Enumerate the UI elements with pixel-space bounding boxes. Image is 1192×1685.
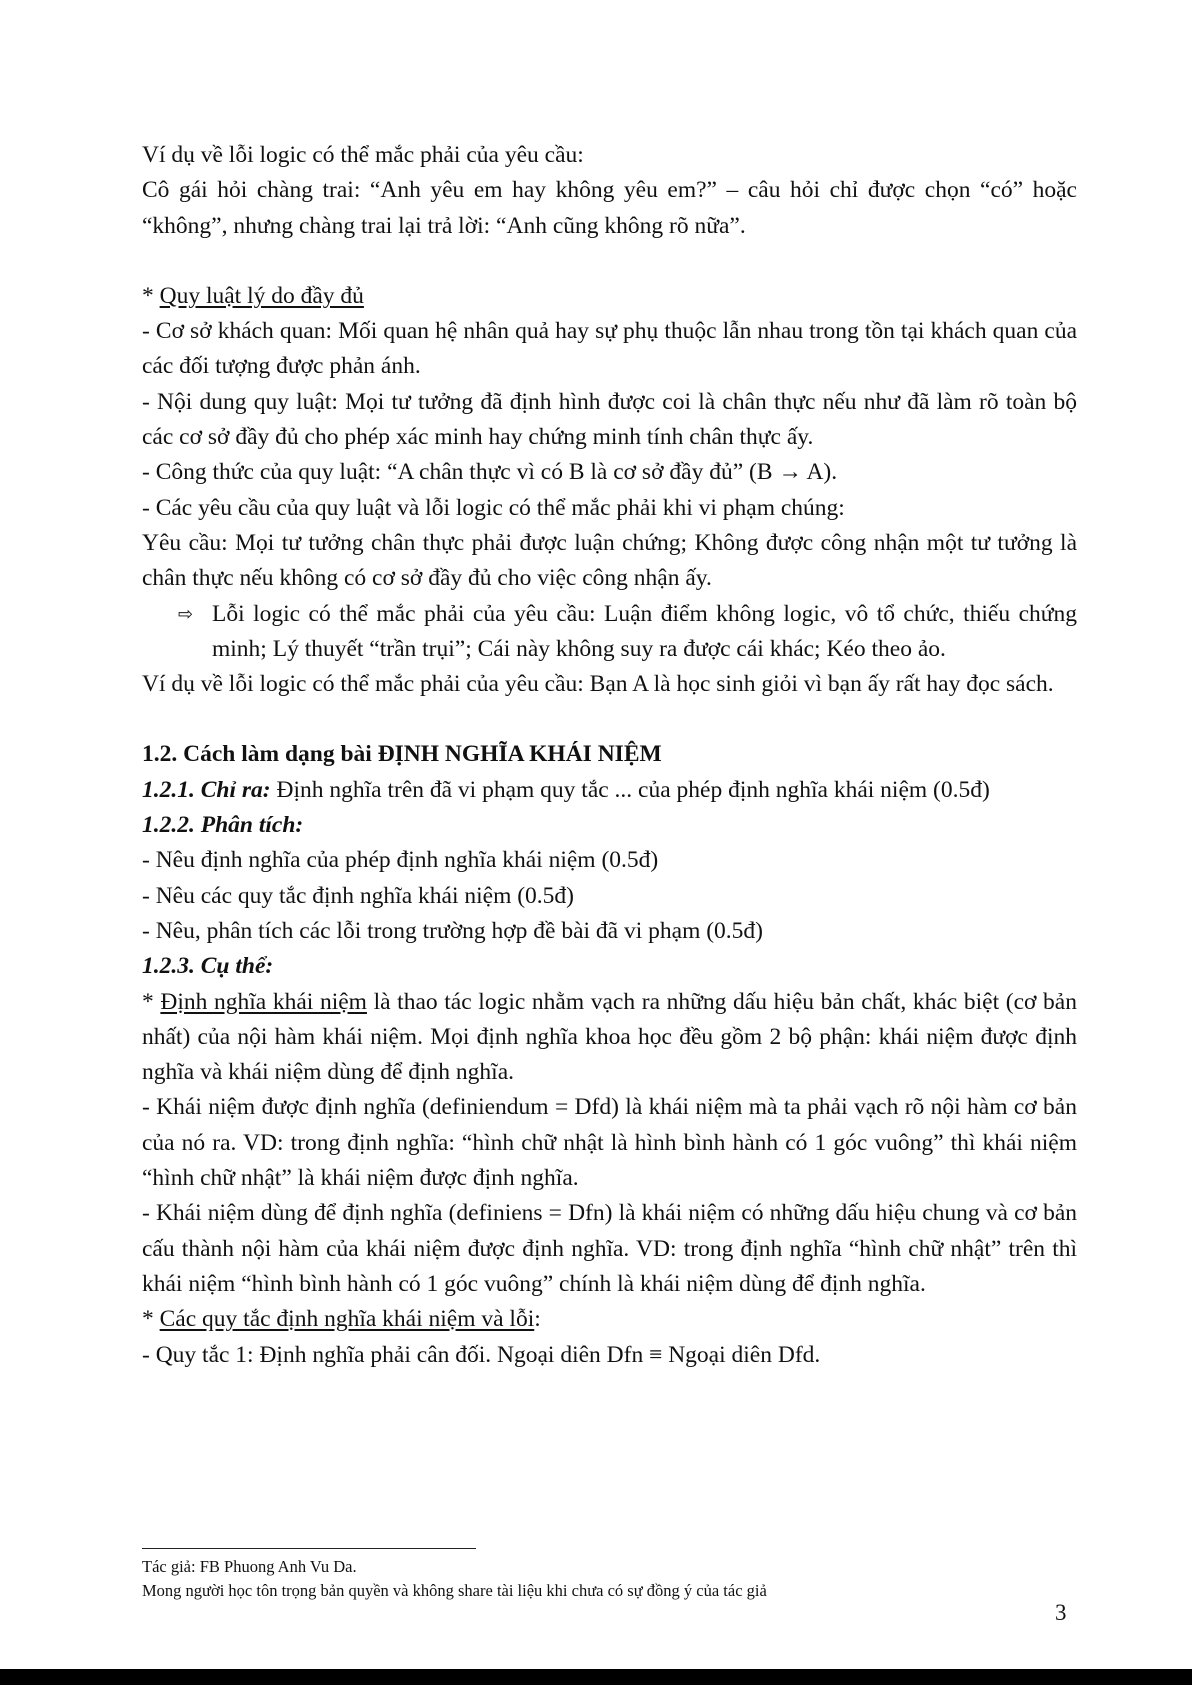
law-title-text: Quy luật lý do đầy đủ	[159, 282, 364, 309]
footnotes	[142, 1555, 767, 1603]
definition-paragraph: * Định nghĩa khái niệm là thao tác logic nhằm vạch ra những dấu hiệu bản chất, khác biệt (cơ bản nhất) của nội hàm khái niệm. Mọi định nghĩa khoa học đều gồm 2 bộ phận: khái niệm được định nghĩa và khái niệm dùng để định nghĩa.	[142, 988, 1077, 1086]
section-heading: 1.2. Cách làm dạng bài ĐỊNH NGHĨA KHÁI NIỆM	[142, 741, 662, 768]
rule-1: - Quy tắc 1: Định nghĩa phải cân đối. Ngoại diên Dfn ≡ Ngoại diên Dfd.	[142, 1341, 821, 1368]
subsection-text: Định nghĩa trên đã vi phạm quy tắc ... của phép định nghĩa khái niệm (0.5đ)	[270, 776, 990, 803]
law-requirements: - Các yêu cầu của quy luật và lỗi logic có thể mắc phải khi vi phạm chúng:	[142, 494, 845, 521]
page-number: 3	[1055, 1600, 1067, 1625]
arrow-right-icon: ⇨	[178, 603, 194, 625]
law-content: - Nội dung quy luật: Mọi tư tưởng đã định hình được coi là chân thực nếu như đã làm rõ toàn bộ các cơ sở đầy đủ cho phép xác minh hay chứng minh tính chân thực ấy.	[142, 388, 1077, 451]
rules-title: * Các quy tắc định nghĩa khái niệm và lỗi:	[142, 1306, 541, 1333]
subsection-1-2-1	[142, 773, 1077, 808]
rules-title-text: Các quy tắc định nghĩa khái niệm và lỗi	[159, 1306, 535, 1333]
footnote-author: Tác giả: FB Phuong Anh Vu Da.	[142, 1557, 357, 1576]
bottom-bar	[0, 1669, 1192, 1685]
footnote-notice: Mong người học tôn trọng bản quyền và không share tài liệu khi chưa có sự đồng ý của tác giả	[142, 1581, 767, 1600]
example-error: Ví dụ về lỗi logic có thể mắc phải của yêu cầu: Bạn A là học sinh giỏi vì bạn ấy rất hay đọc sách.	[142, 671, 1054, 698]
law-title: * Quy luật lý do đầy đủ	[142, 282, 364, 309]
definiens-paragraph: - Khái niệm dùng để định nghĩa (definiens = Dfn) là khái niệm có những dấu hiệu chung và cơ bản cấu thành nội hàm của khái niệm được định nghĩa. VD: trong định nghĩa “hình chữ nhật” trên thì khái niệm “hình bình hành có 1 góc vuông” chính là khái niệm dùng để định nghĩa.	[142, 1200, 1077, 1297]
requirement-text: Yêu cầu: Mọi tư tưởng chân thực phải được luận chứng; Không được công nhận một tư tưởng là chân thực nếu không có cơ sở đầy đủ cho việc công nhận ấy.	[142, 529, 1077, 592]
subsection-1-2-2: 1.2.2. Phân tích:	[142, 812, 304, 839]
document-body	[142, 138, 1077, 1373]
definition-term: Định nghĩa khái niệm	[160, 988, 367, 1015]
example-heading: Ví dụ về lỗi logic có thể mắc phải của yêu cầu:	[142, 142, 584, 168]
subsection-1-2-3: 1.2.3. Cụ thể:	[142, 953, 274, 980]
law-formula: - Công thức của quy luật: “A chân thực vì có B là cơ sở đầy đủ” (B → A).	[142, 459, 838, 486]
example-paragraph: Cô gái hỏi chàng trai: “Anh yêu em hay không yêu em?” – câu hỏi chỉ được chọn “có” hoặc “không”, nhưng chàng trai lại trả lời: “Anh cũng không rõ nữa”.	[142, 177, 1077, 239]
subsection-label: 1.2.1. Chỉ ra:	[142, 776, 271, 803]
analysis-item-2: - Nêu các quy tắc định nghĩa khái niệm (0.5đ)	[142, 882, 574, 909]
analysis-item-3: - Nêu, phân tích các lỗi trong trường hợp đề bài đã vi phạm (0.5đ)	[142, 917, 764, 944]
definition-text: là thao tác logic nhằm vạch ra những dấu hiệu bản chất, khác biệt (cơ bản nhất) của nội hàm khái niệm. Mọi định nghĩa khoa học đều gồm 2 bộ phận: khái niệm được định nghĩa và khái niệm dùng để định nghĩa.	[142, 988, 1077, 1086]
logic-error-item	[142, 597, 1077, 668]
footnote-divider	[142, 1548, 476, 1549]
definiendum-paragraph: - Khái niệm được định nghĩa (definiendum = Dfd) là khái niệm mà ta phải vạch rõ nội hàm cơ bản của nó ra. VD: trong định nghĩa: “hình chữ nhật là hình bình hành có 1 góc vuông” thì khái niệm “hình chữ nhật” là khái niệm được định nghĩa.	[142, 1094, 1077, 1192]
objective-basis: - Cơ sở khách quan: Mối quan hệ nhân quả hay sự phụ thuộc lẫn nhau trong tồn tại khách quan của các đối tượng được phản ánh.	[142, 318, 1077, 380]
logic-error-text: Lỗi logic có thể mắc phải của yêu cầu: Luận điểm không logic, vô tổ chức, thiếu chứng minh; Lý thuyết “trần trụi”; Cái này không suy ra được cái khác; Kéo theo ảo.	[212, 600, 1077, 662]
analysis-item-1: - Nêu định nghĩa của phép định nghĩa khái niệm (0.5đ)	[142, 847, 659, 874]
